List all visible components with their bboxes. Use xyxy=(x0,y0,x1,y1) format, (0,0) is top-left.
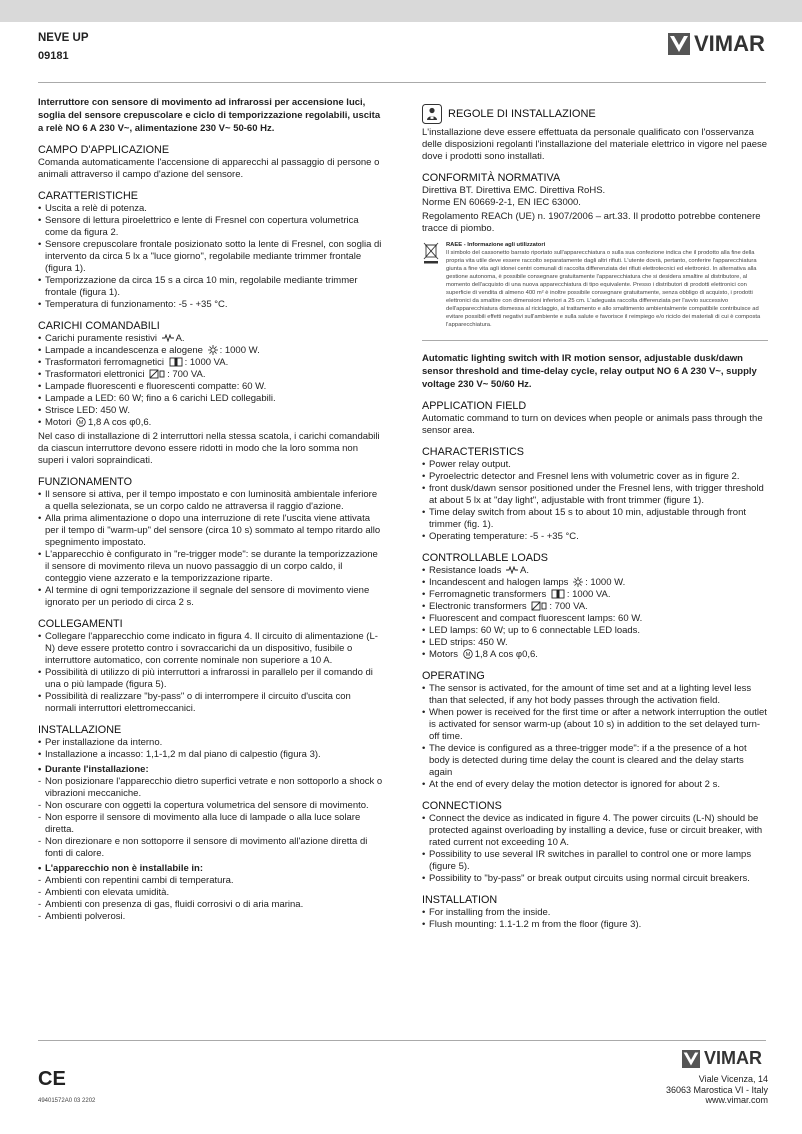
section-conformita xyxy=(422,172,768,329)
heading-carichi: CARICHI COMANDABILI xyxy=(38,320,160,332)
load-value: 0,6. xyxy=(135,417,152,428)
list-item: • Alla prima alimentazione o dopo una interruzione di rete l'uscita viene attivata per il tempo di "warm-up" del sensore (circa 10 s) sommato al tempo ritardo allo spegnimento impostato. xyxy=(38,513,383,549)
address-street: Viale Vicenza, 14 xyxy=(698,1074,768,1084)
ce-mark: CE xyxy=(38,1068,66,1090)
top-bar xyxy=(0,0,802,22)
load-label: Resistance loads xyxy=(429,565,502,576)
load-value: 0,6. xyxy=(522,649,538,660)
motor-icon xyxy=(463,649,473,659)
svg-text:M: M xyxy=(78,420,84,427)
text-conformita-3: Regolamento REACh (UE) n. 1907/2006 – art.33. Il prodotto potrebbe contenere tracce di piombo. xyxy=(422,211,761,234)
heading-operating: OPERATING xyxy=(422,670,485,682)
list-item xyxy=(422,589,768,601)
list-item: • Collegare l'apparecchio come indicato in figura 4. Il circuito di alimentazione (L-N) deve essere protetto contro i sovraccarichi da un dispositivo, fusibile o interruttore automatico, con corrente nominale non superiore a 10 A. xyxy=(38,631,383,667)
section-installation xyxy=(422,894,768,931)
list-item: • front dusk/dawn sensor positioned under the Fresnel lens, with trigger threshold at about 5 lx at "day light", adjustable with front trimmer (figure 1). xyxy=(422,483,768,507)
load-label: Lampade a incandescenza e alogene xyxy=(45,345,203,356)
product-code: 09181 xyxy=(38,50,69,62)
list-item: - Ambienti con presenza di gas, fluidi corrosivi o di aria marina. xyxy=(38,899,383,911)
list-item: • LED lamps: 60 W; up to 6 connectable LED loads. xyxy=(422,625,768,637)
heading-connections: CONNECTIONS xyxy=(422,800,502,812)
heading-regole: REGOLE DI INSTALLAZIONE xyxy=(448,108,596,120)
list-item: • Lampade fluorescenti e fluorescenti compatte: 60 W. xyxy=(38,381,383,393)
heading-collegamenti: COLLEGAMENTI xyxy=(38,618,123,630)
list-item: • Installazione a incasso: 1,1-1,2 m dal piano di calpestio (figura 3). xyxy=(38,749,383,761)
phi-icon: φ xyxy=(129,417,136,428)
load-value: 1,8 A cos xyxy=(88,417,127,428)
load-value: A. xyxy=(175,333,185,344)
list-item: - Ambienti polverosi. xyxy=(38,911,383,923)
list-item: • The device is configured as a three-trigger mode": if a the presence of a hot body is detected during time delay the count is cleared and the delay starts again xyxy=(422,743,768,779)
list-item: - Ambienti con elevata umidità. xyxy=(38,887,383,899)
list-item xyxy=(422,649,768,661)
section-regole xyxy=(422,104,768,163)
heading-loads: CONTROLLABLE LOADS xyxy=(422,552,549,564)
list-item: • Possibilità di utilizzo di più interruttori a infrarossi in parallelo per il comando di una o più lampade (figura 5). xyxy=(38,667,383,691)
brand-name-footer: VIMAR xyxy=(704,1048,762,1068)
motor-icon xyxy=(76,417,86,427)
section-campo xyxy=(38,144,383,181)
load-label: Trasformatori elettronici xyxy=(45,369,145,380)
phi-icon: φ xyxy=(515,649,523,660)
load-label: Electronic transformers xyxy=(429,601,527,612)
list-item: • Possibility to "by-pass" or break output circuits using normal circuit breakers. xyxy=(422,873,768,885)
lamp-icon xyxy=(208,345,218,355)
list-item xyxy=(422,565,768,577)
list-item xyxy=(38,345,383,357)
header-divider xyxy=(38,82,766,83)
list-item: • Lampade a LED: 60 W; fino a 6 carichi LED collegabili. xyxy=(38,393,383,405)
list-item: • Connect the device as indicated in figure 4. The power circuits (L-N) should be protected against overloading by installing a device, fuse or circuit breaker, with rated current not exceeding 10 A. xyxy=(422,813,768,849)
heading-application: APPLICATION FIELD xyxy=(422,400,527,412)
list-item: • Power relay output. xyxy=(422,459,768,471)
list-item: • Flush mounting: 1.1-1.2 m from the floor (figure 3). xyxy=(422,919,768,931)
list-item: • Operating temperature: -5 - +35 °C. xyxy=(422,531,768,543)
heading-campo: CAMPO D'APPLICAZIONE xyxy=(38,144,170,156)
installer-icon xyxy=(422,104,442,124)
list-item xyxy=(38,333,383,345)
english-column xyxy=(422,352,768,940)
list-item: • L'apparecchio non è installabile in: xyxy=(38,863,383,875)
ferromagnetic-transformer-icon xyxy=(551,589,565,599)
list-item: - Non oscurare con oggetti la copertura volumetrica del sensore di movimento. xyxy=(38,800,383,812)
ferromagnetic-transformer-icon xyxy=(169,357,183,367)
section-carichi xyxy=(38,320,383,467)
heading-installazione: INSTALLAZIONE xyxy=(38,724,122,736)
list-item: • Sensore crepuscolare frontale posizionato sotto la lente di Fresnel, con soglia di intervento da circa 5 lx a "luce giorno", regolabile mediante trimmer frontale (figura 1). xyxy=(38,239,383,275)
list-item: • Al termine di ogni temporizzazione il segnale del sensore di movimento viene ignorato per un periodo di circa 2 s. xyxy=(38,585,383,609)
section-installazione xyxy=(38,724,383,923)
section-loads xyxy=(422,552,768,661)
list-item: • At the end of every delay the motion detector is ignored for about 2 s. xyxy=(422,779,768,791)
vimar-logo-footer xyxy=(682,1048,762,1069)
load-value: : 700 VA. xyxy=(549,601,588,612)
electronic-transformer-icon xyxy=(149,369,165,379)
document-code: 49401572A0 03 2202 xyxy=(38,1098,96,1104)
raee-text: Il simbolo del cassonetto barrato riportato sull'apparecchiatura o sulla sua confezione indica che il prodotto alla fine della propria vita utile deve essere raccolto separatamente dagli altri rifiuti. L'utente dovrà, pertanto, conferire l'apparecchiatura giunta a fine vita agli idonei centri comunali di raccolta differenziata dei rifiuti elettrotecnici ed elettronici. In alternativa alla gestione autonoma, è possibile consegnare gratuitamente l'apparecchiatura che si desidera smaltire al distributore, al momento dell'acquisto di una nuova apparecchiatura di tipo equivalente. Presso i distributori di prodotti elettronici con superficie di vendita di almeno 400 m² è inoltre possibile consegnare gratuitamente, senza obbligo di acquisto, i prodotti elettronici da smaltire con dimensioni inferiori a 25 cm. L'adeguata raccolta differenziata per l'avvio successivo dell'apparecchiatura dismessa al riciclaggio, al trattamento e allo smaltimento ambientalmente compatibile contribuisce ad evitare possibili effetti negativi sull'ambiente e sulla salute e favorisce il reimpiego e/o riciclo dei materiali di cui è composta l'apparecchiatura. xyxy=(446,250,761,328)
list-item: • Il sensore si attiva, per il tempo impostato e con luminosità ambientale inferiore a quella selezionata, se un corpo caldo ne attraversa il raggio d'azione. xyxy=(38,489,383,513)
section-application xyxy=(422,400,768,437)
list-item: • LED strips: 450 W. xyxy=(422,637,768,649)
note-carichi: Nel caso di installazione di 2 interruttori nella stessa scatola, i carichi comandabili da ciascun interruttore devono essere ridotti in modo che la loro somma non superi i valori sopraindicati. xyxy=(38,431,380,466)
list-item: • Fluorescent and compact fluorescent lamps: 60 W. xyxy=(422,613,768,625)
load-value: : 1000 W. xyxy=(219,345,260,356)
heading-conformita: CONFORMITÀ NORMATIVA xyxy=(422,172,561,184)
load-label: Motors xyxy=(429,649,459,660)
heading-installation: INSTALLATION xyxy=(422,894,498,906)
crossed-bin-icon xyxy=(422,241,440,265)
text-conformita-1: Direttiva BT. Direttiva EMC. Direttiva RoHS. xyxy=(422,185,606,196)
list-item: • Sensore di lettura piroelettrico e lente di Fresnel con copertura volumetrica come da figura 2. xyxy=(38,215,383,239)
load-value: : 700 VA. xyxy=(167,369,206,380)
section-funzionamento xyxy=(38,476,383,609)
electronic-transformer-icon xyxy=(531,601,547,611)
load-label: Ferromagnetic transformers xyxy=(429,589,547,600)
vimar-mark-icon xyxy=(668,33,690,55)
list-item xyxy=(38,369,383,381)
section-collegamenti xyxy=(38,618,383,715)
list-item: • For installing from the inside. xyxy=(422,907,768,919)
heading-caratteristiche: CARATTERISTICHE xyxy=(38,190,138,202)
regole-header xyxy=(422,104,768,124)
section-characteristics xyxy=(422,446,768,543)
list-item: • L'apparecchio è configurato in "re-trigger mode": se durante la temporizzazione il sensore di movimento rileva un nuovo passaggio di un corpo caldo, il conteggio viene azzerato e la temporizzazione riparte. xyxy=(38,549,383,585)
right-column xyxy=(422,104,768,338)
svg-text:M: M xyxy=(465,652,470,659)
load-value: : 1000 VA. xyxy=(184,357,229,368)
load-value: A. xyxy=(520,565,529,576)
load-value: : 1000 W. xyxy=(585,577,626,588)
lamp-icon xyxy=(573,577,583,587)
list-item xyxy=(38,357,383,369)
list-item xyxy=(422,601,768,613)
company-address xyxy=(636,1074,768,1106)
intro-en: Automatic lighting switch with IR motion sensor, adjustable dusk/dawn sensor threshold and time-delay cycle, relay output NO 6 A 230 V~, supply voltage 230 V~ 50/60 Hz. xyxy=(422,353,757,390)
section-caratteristiche xyxy=(38,190,383,311)
load-label: Motori xyxy=(45,417,72,428)
list-item: - Non posizionare l'apparecchio dietro superfici vetrate e non sottoporlo a shock o vibrazioni meccaniche. xyxy=(38,776,383,800)
list-item: • The sensor is activated, for the amount of time set and at a lighting level less than that selected, if any hot body passes through the activation field. xyxy=(422,683,768,707)
list-item: • Time delay switch from about 15 s to about 10 min, adjustable through front trimmer (fig. 1). xyxy=(422,507,768,531)
italian-column xyxy=(38,96,383,932)
list-item: • Temporizzazione da circa 15 s a circa 10 min, regolabile mediante trimmer frontale (figura 1). xyxy=(38,275,383,299)
product-title: NEVE UP xyxy=(38,32,89,44)
list-item: • Durante l'installazione: xyxy=(38,764,383,776)
list-item: - Ambienti con repentini cambi di temperatura. xyxy=(38,875,383,887)
text-application: Automatic command to turn on devices when people or animals pass through the sensor area. xyxy=(422,413,763,436)
heading-funzionamento: FUNZIONAMENTO xyxy=(38,476,132,488)
text-regole: L'installazione deve essere effettuata da personale qualificato con l'osservanza delle disposizioni regolanti l'installazione del materiale elettrico in vigore nel paese dove i prodotti sono installati. xyxy=(422,127,768,162)
list-item: • Possibilità di realizzare "by-pass" o di interrompere il circuito d'uscita con normali interruttori elettromeccanici. xyxy=(38,691,383,715)
list-item: • Strisce LED: 450 W. xyxy=(38,405,383,417)
list-item: • Possibility to use several IR switches in parallel to control one or more lamps (figure 5). xyxy=(422,849,768,873)
load-label: Carichi puramente resistivi xyxy=(45,333,157,344)
section-operating xyxy=(422,670,768,791)
intro-it: Interruttore con sensore di movimento ad infrarossi per accensione luci, soglia del sensore crepuscolare e ciclo di temporizzazione regolabili, uscita a relè NO 6 A 230 V~, alimentazione 230 V~ 50-60 Hz. xyxy=(38,97,381,134)
load-label: Trasformatori ferromagnetici xyxy=(45,357,164,368)
list-item xyxy=(38,417,383,429)
list-item: • When power is received for the first time or after a network interruption the outlet is activated for sensor warm-up (about 10 s) in addition to the set delayed turn-off time. xyxy=(422,707,768,743)
footer-divider xyxy=(38,1040,766,1041)
address-city: 36063 Marostica VI - Italy xyxy=(665,1084,768,1095)
resistor-icon xyxy=(162,334,174,342)
load-value: : 1000 VA. xyxy=(566,589,611,600)
list-item xyxy=(422,577,768,589)
list-item: • Per installazione da interno. xyxy=(38,737,383,749)
text-campo: Comanda automaticamente l'accensione di apparecchi al passaggio di persone o animali attraverso il campo d'azione del sensore. xyxy=(38,157,380,180)
load-value: 1,8 A cos xyxy=(474,649,514,660)
heading-characteristics: CHARACTERISTICS xyxy=(422,446,524,458)
section-connections xyxy=(422,800,768,885)
right-divider xyxy=(422,340,768,341)
text-conformita-2: Norme EN 60669-2-1, EN IEC 63000. xyxy=(422,197,581,208)
list-item: • Uscita a relè di potenza. xyxy=(38,203,383,215)
vimar-logo xyxy=(668,31,765,57)
website-link[interactable]: www.vimar.com xyxy=(705,1095,768,1105)
resistor-icon xyxy=(506,566,518,574)
raee-title: RAEE - Informazione agli utilizzatori xyxy=(446,242,546,248)
list-item: - Non esporre il sensore di movimento alla luce di lampade o alla luce solare diretta. xyxy=(38,812,383,836)
list-item: - Non direzionare e non sottoporre il sensore di movimento all'azione diretta di fonti di calore. xyxy=(38,836,383,860)
raee-box xyxy=(422,241,768,329)
list-item: • Pyroelectric detector and Fresnel lens with volumetric cover as in figure 2. xyxy=(422,471,768,483)
load-label: Incandescent and halogen lamps xyxy=(429,577,569,588)
list-item: • Temperatura di funzionamento: -5 - +35 °C. xyxy=(38,299,383,311)
brand-name: VIMAR xyxy=(694,31,765,56)
vimar-mark-icon xyxy=(682,1050,700,1068)
